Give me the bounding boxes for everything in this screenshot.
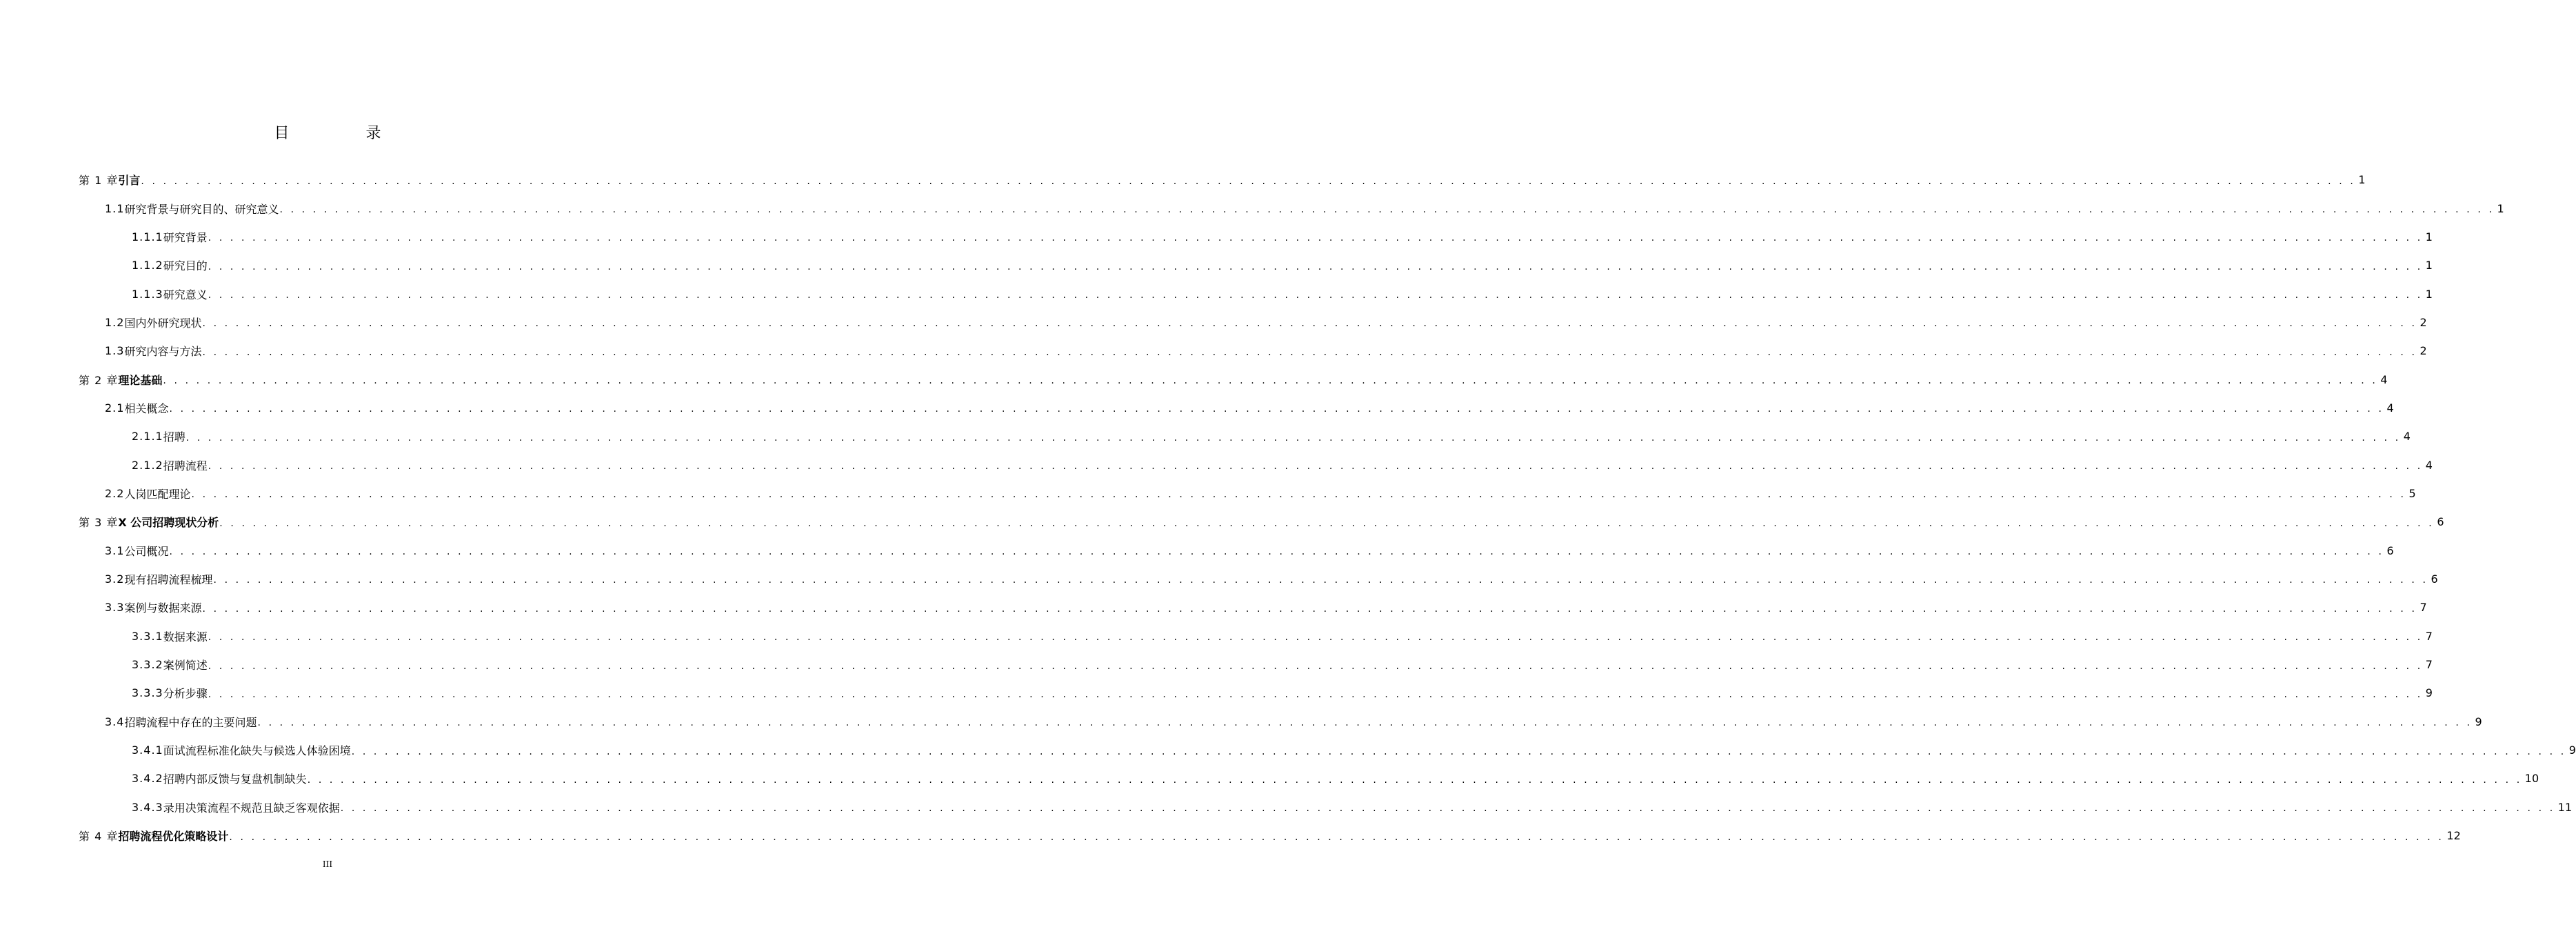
- toc-entry-page: 10: [2524, 772, 2539, 786]
- toc-entry[interactable]: [0, 337, 2427, 365]
- toc-entry-page: 4: [2380, 372, 2388, 386]
- toc-entry-page: 7: [2419, 601, 2427, 615]
- toc-entry[interactable]: [0, 166, 2366, 194]
- toc-entry-title: 分析步骤: [163, 687, 208, 701]
- toc-entry-title: 研究意义: [163, 288, 208, 301]
- toc-entry-page: 7: [2425, 629, 2433, 643]
- toc-entry[interactable]: [0, 736, 2576, 764]
- toc-entry-number: 3.4: [105, 715, 125, 728]
- dot-leader: . . . . . . . . . . . . . . . . . . . . . . . . . . . . . . . . . . . . . . . . . . . . . . . . . . . . . . . . . . . . . . . . . . . . . . . . . . . . . . . . . . . . . . . . . . . . . . . . . . . . . . . . . . . . . . . . . . . . . . . . . . . . . . . . . . . . . . . . . . . . . . . . . . . . . . . . . . . . . . . . . . . . . . . . . . . . . . . . . . . . . . . . . . . . . . . . . . . . . . . .: [169, 546, 2384, 558]
- toc-entry-number: 第 4 章: [79, 830, 119, 844]
- toc-entry-title: 相关概念: [124, 401, 169, 415]
- toc-entry-page: 7: [2425, 658, 2433, 672]
- toc-entry[interactable]: [0, 650, 2433, 679]
- toc-entry-page: 9: [2568, 744, 2576, 757]
- toc-entry[interactable]: [0, 536, 2394, 564]
- toc-entry-number: 3.3.2: [132, 658, 163, 672]
- toc-entry-number: 1.1: [105, 201, 125, 215]
- dot-leader: . . . . . . . . . . . . . . . . . . . . . . . . . . . . . . . . . . . . . . . . . . . . . . . . . . . . . . . . . . . . . . . . . . . . . . . . . . . . . . . . . . . . . . . . . . . . . . . . . . . . . . . . . . . . . . . . . . . . . . . . . . . . . . . . . . . . . . . . . . . . . . . . . . . . . . . . . . . . . . . . . . . . . . . . . . . . . . . . . . . . . . . . . . . . . . . . . . . . . . . .: [229, 831, 2444, 843]
- toc-entry-page: 4: [2403, 430, 2411, 443]
- dot-leader: . . . . . . . . . . . . . . . . . . . . . . . . . . . . . . . . . . . . . . . . . . . . . . . . . . . . . . . . . . . . . . . . . . . . . . . . . . . . . . . . . . . . . . . . . . . . . . . . . . . . . . . . . . . . . . . . . . . . . . . . . . . . . . . . . . . . . . . . . . . . . . . . . . . . . . . . . . . . . . . . . . . . . . . . . . . . . . . . . . . . . . . . . . . . . . . . . . . . . . . .: [213, 575, 2428, 586]
- toc-entry-number: 第 3 章: [79, 516, 119, 530]
- toc-entry-title: 数据来源: [163, 630, 208, 644]
- toc-entry[interactable]: [0, 422, 2411, 450]
- dot-leader: . . . . . . . . . . . . . . . . . . . . . . . . . . . . . . . . . . . . . . . . . . . . . . . . . . . . . . . . . . . . . . . . . . . . . . . . . . . . . . . . . . . . . . . . . . . . . . . . . . . . . . . . . . . . . . . . . . . . . . . . . . . . . . . . . . . . . . . . . . . . . . . . . . . . . . . . . . . . . . . . . . . . . . . . . . . . . . . . . . . . . . . . . . . . . . . . . . . . . . . .: [202, 603, 2417, 615]
- toc-entry-number: 3.3.3: [132, 686, 163, 700]
- dot-leader: . . . . . . . . . . . . . . . . . . . . . . . . . . . . . . . . . . . . . . . . . . . . . . . . . . . . . . . . . . . . . . . . . . . . . . . . . . . . . . . . . . . . . . . . . . . . . . . . . . . . . . . . . . . . . . . . . . . . . . . . . . . . . . . . . . . . . . . . . . . . . . . . . . . . . . . . . . . . . . . . . . . . . . . . . . . . . . . . . . . . . . . . . . . . . . . . . . . . . . . .: [279, 204, 2495, 216]
- dot-leader: . . . . . . . . . . . . . . . . . . . . . . . . . . . . . . . . . . . . . . . . . . . . . . . . . . . . . . . . . . . . . . . . . . . . . . . . . . . . . . . . . . . . . . . . . . . . . . . . . . . . . . . . . . . . . . . . . . . . . . . . . . . . . . . . . . . . . . . . . . . . . . . . . . . . . . . . . . . . . . . . . . . . . . . . . . . . . . . . . . . . . . . . . . . . . . . . . . . . . . . .: [202, 346, 2417, 358]
- toc-entry[interactable]: [0, 793, 2573, 821]
- toc-entry-page: 6: [2437, 515, 2444, 529]
- toc-entry-page: 1: [2497, 201, 2504, 215]
- toc-entry-page: 9: [2475, 715, 2482, 728]
- toc-entry-page: 1: [2425, 259, 2433, 272]
- dot-leader: . . . . . . . . . . . . . . . . . . . . . . . . . . . . . . . . . . . . . . . . . . . . . . . . . . . . . . . . . . . . . . . . . . . . . . . . . . . . . . . . . . . . . . . . . . . . . . . . . . . . . . . . . . . . . . . . . . . . . . . . . . . . . . . . . . . . . . . . . . . . . . . . . . . . . . . . . . . . . . . . . . . . . . . . . . . . . . . . . . . . . . . . . . . . . . . . . . . . . . . .: [219, 517, 2435, 529]
- toc-entry[interactable]: [0, 479, 2416, 508]
- toc-entry-page: 6: [2386, 544, 2394, 557]
- toc-entry[interactable]: [0, 251, 2433, 279]
- toc-entry[interactable]: [0, 821, 2461, 850]
- toc-entry-number: 3.3: [105, 601, 125, 615]
- toc-entry-title: 招聘内部反馈与复盘机制缺失: [163, 772, 307, 786]
- dot-leader: . . . . . . . . . . . . . . . . . . . . . . . . . . . . . . . . . . . . . . . . . . . . . . . . . . . . . . . . . . . . . . . . . . . . . . . . . . . . . . . . . . . . . . . . . . . . . . . . . . . . . . . . . . . . . . . . . . . . . . . . . . . . . . . . . . . . . . . . . . . . . . . . . . . . . . . . . . . . . . . . . . . . . . . . . . . . . . . . . . . . . . . . . . . . . . . . . . . . . . . .: [208, 461, 2423, 472]
- dot-leader: . . . . . . . . . . . . . . . . . . . . . . . . . . . . . . . . . . . . . . . . . . . . . . . . . . . . . . . . . . . . . . . . . . . . . . . . . . . . . . . . . . . . . . . . . . . . . . . . . . . . . . . . . . . . . . . . . . . . . . . . . . . . . . . . . . . . . . . . . . . . . . . . . . . . . . . . . . . . . . . . . . . . . . . . . . . . . . . . . . . . . . . . . . . . . . . . . . . . . . . .: [208, 660, 2423, 672]
- dot-leader: . . . . . . . . . . . . . . . . . . . . . . . . . . . . . . . . . . . . . . . . . . . . . . . . . . . . . . . . . . . . . . . . . . . . . . . . . . . . . . . . . . . . . . . . . . . . . . . . . . . . . . . . . . . . . . . . . . . . . . . . . . . . . . . . . . . . . . . . . . . . . . . . . . . . . . . . . . . . . . . . . . . . . . . . . . . . . . . . . . . . . . . . . . . . . . . . . . . . . . . .: [208, 261, 2423, 272]
- toc-entry-page: 9: [2425, 686, 2433, 700]
- toc-entry-number: 2.1.2: [132, 458, 163, 472]
- toc-entry-number: 2.1.1: [132, 430, 163, 443]
- dot-leader: . . . . . . . . . . . . . . . . . . . . . . . . . . . . . . . . . . . . . . . . . . . . . . . . . . . . . . . . . . . . . . . . . . . . . . . . . . . . . . . . . . . . . . . . . . . . . . . . . . . . . . . . . . . . . . . . . . . . . . . . . . . . . . . . . . . . . . . . . . . . . . . . . . . . . . . . . . . . . . . . . . . . . . . . . . . . . . . . . . . . . . . . . . . . . . . . . . . . . . . .: [208, 232, 2423, 244]
- dot-leader: . . . . . . . . . . . . . . . . . . . . . . . . . . . . . . . . . . . . . . . . . . . . . . . . . . . . . . . . . . . . . . . . . . . . . . . . . . . . . . . . . . . . . . . . . . . . . . . . . . . . . . . . . . . . . . . . . . . . . . . . . . . . . . . . . . . . . . . . . . . . . . . . . . . . . . . . . . . . . . . . . . . . . . . . . . . . . . . . . . . . . . . . . . . . . . . . . . . . . . . .: [208, 290, 2423, 301]
- table-of-contents: [0, 166, 2576, 850]
- toc-entry-number: 3.4.1: [132, 744, 163, 757]
- page-number: III: [322, 859, 333, 869]
- toc-entry-page: 5: [2408, 486, 2416, 500]
- toc-entry-number: 3.4.3: [132, 800, 163, 814]
- toc-entry-page: 12: [2446, 829, 2461, 843]
- toc-entry-number: 2.2: [105, 486, 125, 500]
- dot-leader: . . . . . . . . . . . . . . . . . . . . . . . . . . . . . . . . . . . . . . . . . . . . . . . . . . . . . . . . . . . . . . . . . . . . . . . . . . . . . . . . . . . . . . . . . . . . . . . . . . . . . . . . . . . . . . . . . . . . . . . . . . . . . . . . . . . . . . . . . . . . . . . . . . . . . . . . . . . . . . . . . . . . . . . . . . . . . . . . . . . . . . . . . . . . . . . . . . . . . . . .: [351, 746, 2566, 757]
- toc-entry-title: 公司概况: [124, 544, 169, 558]
- toc-entry-title: 招聘流程优化策略设计: [118, 830, 229, 844]
- toc-entry-title: 案例与数据来源: [124, 601, 202, 615]
- toc-entry[interactable]: [0, 708, 2482, 736]
- toc-entry-page: 1: [2425, 230, 2433, 243]
- toc-entry-title: 现有招聘流程梳理: [124, 572, 213, 586]
- toc-title: 目 录: [274, 125, 417, 142]
- toc-entry-title: 面试流程标准化缺失与候选人体验困境: [163, 744, 351, 758]
- toc-entry-title: 录用决策流程不规范且缺乏客观依据: [163, 801, 340, 815]
- toc-entry-title: 引言: [118, 174, 141, 188]
- toc-entry[interactable]: [0, 622, 2433, 650]
- toc-entry-title: 招聘流程中存在的主要问题: [124, 715, 257, 729]
- toc-entry-number: 2.1: [105, 401, 125, 415]
- dot-leader: . . . . . . . . . . . . . . . . . . . . . . . . . . . . . . . . . . . . . . . . . . . . . . . . . . . . . . . . . . . . . . . . . . . . . . . . . . . . . . . . . . . . . . . . . . . . . . . . . . . . . . . . . . . . . . . . . . . . . . . . . . . . . . . . . . . . . . . . . . . . . . . . . . . . . . . . . . . . . . . . . . . . . . . . . . . . . . . . . . . . . . . . . . . . . . . . . . . . . . . .: [340, 803, 2555, 815]
- dot-leader: . . . . . . . . . . . . . . . . . . . . . . . . . . . . . . . . . . . . . . . . . . . . . . . . . . . . . . . . . . . . . . . . . . . . . . . . . . . . . . . . . . . . . . . . . . . . . . . . . . . . . . . . . . . . . . . . . . . . . . . . . . . . . . . . . . . . . . . . . . . . . . . . . . . . . . . . . . . . . . . . . . . . . . . . . . . . . . . . . . . . . . . . . . . . . . . . . . . . . . . .: [185, 432, 2401, 443]
- toc-entry[interactable]: [0, 593, 2427, 621]
- toc-entry-number: 1.1.2: [132, 259, 163, 272]
- dot-leader: . . . . . . . . . . . . . . . . . . . . . . . . . . . . . . . . . . . . . . . . . . . . . . . . . . . . . . . . . . . . . . . . . . . . . . . . . . . . . . . . . . . . . . . . . . . . . . . . . . . . . . . . . . . . . . . . . . . . . . . . . . . . . . . . . . . . . . . . . . . . . . . . . . . . . . . . . . . . . . . . . . . . . . . . . . . . . . . . . . . . . . . . . . . . . . . . . . . . . . . .: [141, 175, 2356, 187]
- toc-entry[interactable]: [0, 394, 2394, 422]
- dot-leader: . . . . . . . . . . . . . . . . . . . . . . . . . . . . . . . . . . . . . . . . . . . . . . . . . . . . . . . . . . . . . . . . . . . . . . . . . . . . . . . . . . . . . . . . . . . . . . . . . . . . . . . . . . . . . . . . . . . . . . . . . . . . . . . . . . . . . . . . . . . . . . . . . . . . . . . . . . . . . . . . . . . . . . . . . . . . . . . . . . . . . . . . . . . . . . . . . . . . . . . .: [202, 318, 2417, 330]
- toc-entry-number: 3.1: [105, 544, 125, 557]
- toc-entry-page: 1: [2425, 287, 2433, 301]
- dot-leader: . . . . . . . . . . . . . . . . . . . . . . . . . . . . . . . . . . . . . . . . . . . . . . . . . . . . . . . . . . . . . . . . . . . . . . . . . . . . . . . . . . . . . . . . . . . . . . . . . . . . . . . . . . . . . . . . . . . . . . . . . . . . . . . . . . . . . . . . . . . . . . . . . . . . . . . . . . . . . . . . . . . . . . . . . . . . . . . . . . . . . . . . . . . . . . . . . . . . . . . .: [163, 375, 2378, 387]
- dot-leader: . . . . . . . . . . . . . . . . . . . . . . . . . . . . . . . . . . . . . . . . . . . . . . . . . . . . . . . . . . . . . . . . . . . . . . . . . . . . . . . . . . . . . . . . . . . . . . . . . . . . . . . . . . . . . . . . . . . . . . . . . . . . . . . . . . . . . . . . . . . . . . . . . . . . . . . . . . . . . . . . . . . . . . . . . . . . . . . . . . . . . . . . . . . . . . . . . . . . . . . .: [208, 632, 2423, 644]
- toc-entry-page: 2: [2419, 315, 2427, 329]
- dot-leader: . . . . . . . . . . . . . . . . . . . . . . . . . . . . . . . . . . . . . . . . . . . . . . . . . . . . . . . . . . . . . . . . . . . . . . . . . . . . . . . . . . . . . . . . . . . . . . . . . . . . . . . . . . . . . . . . . . . . . . . . . . . . . . . . . . . . . . . . . . . . . . . . . . . . . . . . . . . . . . . . . . . . . . . . . . . . . . . . . . . . . . . . . . . . . . . . . . . . . . . .: [257, 717, 2473, 729]
- toc-entry-page: 11: [2557, 800, 2573, 814]
- toc-entry-number: 1.3: [105, 344, 125, 358]
- toc-entry-title: 研究目的: [163, 259, 208, 273]
- dot-leader: . . . . . . . . . . . . . . . . . . . . . . . . . . . . . . . . . . . . . . . . . . . . . . . . . . . . . . . . . . . . . . . . . . . . . . . . . . . . . . . . . . . . . . . . . . . . . . . . . . . . . . . . . . . . . . . . . . . . . . . . . . . . . . . . . . . . . . . . . . . . . . . . . . . . . . . . . . . . . . . . . . . . . . . . . . . . . . . . . . . . . . . . . . . . . . . . . . . . . . . .: [191, 489, 2406, 501]
- toc-entry-title: 研究背景与研究目的、研究意义: [124, 202, 279, 216]
- toc-entry-number: 1.2: [105, 315, 125, 329]
- toc-entry-title: 案例简述: [163, 659, 208, 672]
- toc-entry-title: 招聘: [163, 430, 185, 444]
- toc-entry[interactable]: [0, 764, 2539, 793]
- toc-entry-title: 理论基础: [118, 373, 163, 387]
- toc-entry-page: 4: [2425, 458, 2433, 472]
- dot-leader: . . . . . . . . . . . . . . . . . . . . . . . . . . . . . . . . . . . . . . . . . . . . . . . . . . . . . . . . . . . . . . . . . . . . . . . . . . . . . . . . . . . . . . . . . . . . . . . . . . . . . . . . . . . . . . . . . . . . . . . . . . . . . . . . . . . . . . . . . . . . . . . . . . . . . . . . . . . . . . . . . . . . . . . . . . . . . . . . . . . . . . . . . . . . . . . . . . . . . . . .: [169, 403, 2384, 415]
- toc-entry-title: 招聘流程: [163, 459, 208, 472]
- toc-entry-title: X 公司招聘现状分析: [118, 516, 219, 530]
- toc-entry[interactable]: [0, 508, 2444, 536]
- toc-entry[interactable]: [0, 223, 2433, 251]
- toc-entry[interactable]: [0, 679, 2433, 707]
- toc-entry-page: 1: [2358, 173, 2366, 187]
- toc-entry[interactable]: [0, 308, 2427, 337]
- toc-entry-number: 3.3.1: [132, 629, 163, 643]
- toc-entry-page: 4: [2386, 401, 2394, 415]
- toc-entry[interactable]: [0, 565, 2438, 593]
- toc-entry-number: 1.1.1: [132, 230, 163, 243]
- toc-entry[interactable]: [0, 365, 2388, 393]
- dot-leader: . . . . . . . . . . . . . . . . . . . . . . . . . . . . . . . . . . . . . . . . . . . . . . . . . . . . . . . . . . . . . . . . . . . . . . . . . . . . . . . . . . . . . . . . . . . . . . . . . . . . . . . . . . . . . . . . . . . . . . . . . . . . . . . . . . . . . . . . . . . . . . . . . . . . . . . . . . . . . . . . . . . . . . . . . . . . . . . . . . . . . . . . . . . . . . . . . . . . . . . .: [307, 774, 2522, 786]
- toc-entry-title: 研究内容与方法: [124, 345, 202, 359]
- toc-entry-number: 3.4.2: [132, 772, 163, 786]
- toc-entry[interactable]: [0, 279, 2433, 308]
- toc-entry-number: 第 1 章: [79, 174, 119, 188]
- toc-entry-title: 国内外研究现状: [124, 316, 202, 330]
- toc-entry-title: 人岗匹配理论: [124, 487, 191, 501]
- toc-entry-title: 研究背景: [163, 230, 208, 244]
- toc-entry-page: 6: [2431, 572, 2438, 586]
- toc-entry-number: 3.2: [105, 572, 125, 586]
- toc-entry-number: 第 2 章: [79, 373, 119, 387]
- toc-entry[interactable]: [0, 194, 2504, 222]
- toc-entry-number: 1.1.3: [132, 287, 163, 301]
- toc-entry[interactable]: [0, 450, 2433, 479]
- toc-entry-page: 2: [2419, 344, 2427, 358]
- dot-leader: . . . . . . . . . . . . . . . . . . . . . . . . . . . . . . . . . . . . . . . . . . . . . . . . . . . . . . . . . . . . . . . . . . . . . . . . . . . . . . . . . . . . . . . . . . . . . . . . . . . . . . . . . . . . . . . . . . . . . . . . . . . . . . . . . . . . . . . . . . . . . . . . . . . . . . . . . . . . . . . . . . . . . . . . . . . . . . . . . . . . . . . . . . . . . . . . . . . . . . . .: [208, 688, 2423, 700]
